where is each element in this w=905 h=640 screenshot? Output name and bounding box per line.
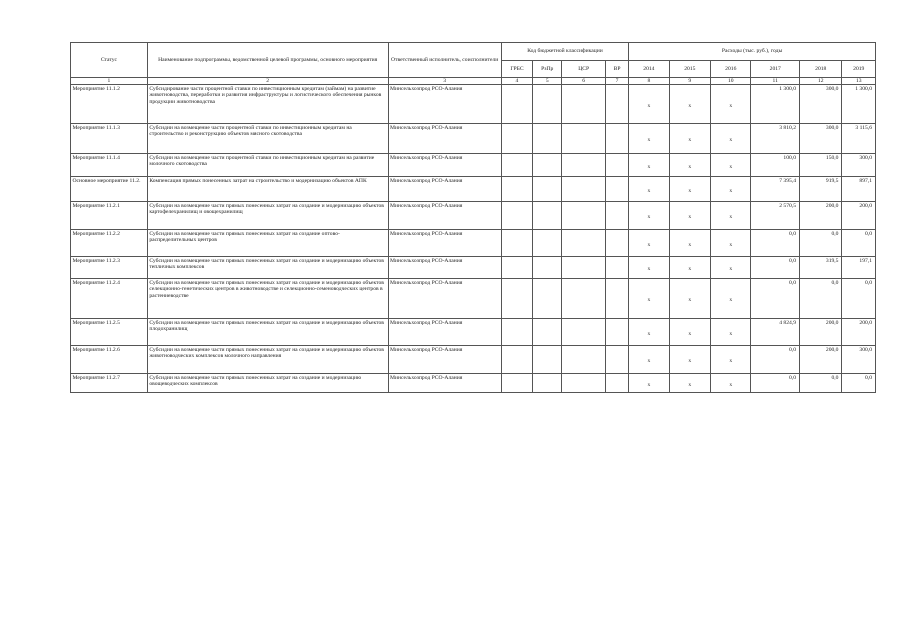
table-cell-2015: х [669,374,710,393]
status-header: Статус [71,43,148,78]
table-cell-2019: 300,0 [842,154,876,177]
table-cell-2016: х [711,346,751,374]
table-cell-name: Субсидии на возмещение части прямых понесенных затрат на создание и модернизацию объектов картофелехранилищ и овощехранилищ [147,202,388,230]
column-number: 11 [751,78,800,85]
table-cell-grbs [501,124,532,154]
table-cell-vr [605,257,628,279]
table-cell-vr [605,154,628,177]
table-cell-2014: х [629,85,669,124]
table-cell-executor: Минсельхозпрод РСО-Алания [388,319,501,346]
table-cell-2015: х [669,230,710,257]
table-cell-csr [562,346,605,374]
table-cell-2019: 0,0 [842,230,876,257]
table-cell-2019: 300,0 [842,346,876,374]
table-cell-grbs [501,374,532,393]
table-cell-2018: 0,0 [800,279,842,319]
table-cell-2015: х [669,257,710,279]
table-cell-status: Мероприятие 11.1.3 [71,124,148,154]
table-cell-grbs [501,230,532,257]
table-cell-2017: 0,0 [751,230,800,257]
table-cell-rzpr [533,279,562,319]
table-cell-executor: Минсельхозпрод РСО-Алания [388,154,501,177]
table-cell-vr [605,374,628,393]
table-cell-2018: 300,0 [800,124,842,154]
table-row [71,154,876,177]
table-cell-rzpr [533,124,562,154]
column-number: 2 [147,78,388,85]
table-row [71,374,876,393]
table-cell-executor: Минсельхозпрод РСО-Алания [388,124,501,154]
table-cell-executor: Минсельхозпрод РСО-Алания [388,257,501,279]
table-cell-status: Мероприятие 11.2.7 [71,374,148,393]
table-cell-2014: х [629,230,669,257]
table-cell-2015: х [669,346,710,374]
table-cell-csr [562,177,605,202]
column-number: 9 [669,78,710,85]
table-cell-2018: 200,0 [800,319,842,346]
table-cell-2016: х [711,230,751,257]
table-cell-executor: Минсельхозпрод РСО-Алания [388,85,501,124]
column-number: 6 [562,78,605,85]
table-cell-csr [562,230,605,257]
table-cell-status: Мероприятие 11.2.3 [71,257,148,279]
column-number: 5 [533,78,562,85]
table-cell-name: Субсидирование части процентной ставки по инвестиционным кредитам (займам) на развитие животноводства, переработки и развития инфраструктуры и логистического обеспечения рынков продукции животноводства [147,85,388,124]
column-number: 12 [800,78,842,85]
table-cell-name: Субсидии на возмещение части прямых понесенных затрат на создание и модернизацию объектов плодохранилищ [147,319,388,346]
table-cell-2018: 200,0 [800,346,842,374]
table-cell-grbs [501,319,532,346]
budget-table-sheet [70,42,876,393]
table-cell-2014: х [629,257,669,279]
table-cell-vr [605,230,628,257]
table-cell-csr [562,202,605,230]
table-cell-vr [605,124,628,154]
table-cell-name: Субсидии на возмещение части прямых понесенных затрат на создание и модернизацию овощеводческих комплексов [147,374,388,393]
table-cell-2016: х [711,202,751,230]
table-cell-status: Мероприятие 11.2.1 [71,202,148,230]
table-cell-vr [605,202,628,230]
table-cell-csr [562,319,605,346]
column-number: 1 [71,78,148,85]
year-header-2017: 2017 [751,61,800,78]
code-header-grbs: ГРБС [501,61,532,78]
table-cell-2017: 0,0 [751,346,800,374]
column-number: 8 [629,78,669,85]
table-cell-rzpr [533,230,562,257]
table-cell-rzpr [533,257,562,279]
table-cell-2014: х [629,154,669,177]
table-cell-2014: х [629,177,669,202]
table-cell-2018: 200,0 [800,202,842,230]
table-cell-2018: 0,0 [800,230,842,257]
table-cell-name: Субсидии на возмещение части прямых понесенных затрат на создание и модернизацию объектов тепличных комплексов [147,257,388,279]
table-cell-csr [562,257,605,279]
table-cell-2014: х [629,202,669,230]
year-header-2014: 2014 [629,61,669,78]
table-cell-grbs [501,177,532,202]
table-cell-rzpr [533,202,562,230]
table-cell-2017: 3 810,2 [751,124,800,154]
table-row [71,346,876,374]
table-cell-status: Мероприятие 11.2.2 [71,230,148,257]
column-number: 7 [605,78,628,85]
table-cell-rzpr [533,154,562,177]
table-cell-2016: х [711,154,751,177]
code-header-csr: ЦСР [562,61,605,78]
table-cell-rzpr [533,85,562,124]
table-cell-csr [562,374,605,393]
table-cell-grbs [501,202,532,230]
table-cell-name: Субсидии на возмещение части прямых понесенных затрат на создание и модернизацию объектов животноводческих комплексов молочного направления [147,346,388,374]
table-cell-2016: х [711,124,751,154]
column-number: 10 [711,78,751,85]
table-cell-name: Субсидии на возмещение части процентной ставки по инвестиционным кредитам на строительство и реконструкцию объектов мясного скотоводства [147,124,388,154]
column-number: 3 [388,78,501,85]
table-cell-2016: х [711,374,751,393]
table-row [71,202,876,230]
budget-table [70,42,876,393]
table-cell-csr [562,124,605,154]
table-cell-csr [562,85,605,124]
table-cell-2019: 197,1 [842,257,876,279]
table-cell-2017: 0,0 [751,279,800,319]
table-cell-executor: Минсельхозпрод РСО-Алания [388,230,501,257]
table-cell-executor: Минсельхозпрод РСО-Алания [388,279,501,319]
table-cell-2018: 319,5 [800,257,842,279]
table-cell-2019: 200,0 [842,319,876,346]
table-cell-name: Субсидии на возмещение части процентной ставки по инвестиционным кредитам на развитие молочного скотоводства [147,154,388,177]
table-row [71,124,876,154]
table-cell-grbs [501,257,532,279]
table-cell-status: Мероприятие 11.1.4 [71,154,148,177]
year-header-2016: 2016 [711,61,751,78]
table-cell-2015: х [669,177,710,202]
table-cell-2014: х [629,374,669,393]
table-cell-vr [605,346,628,374]
table-cell-rzpr [533,319,562,346]
table-cell-2014: х [629,279,669,319]
table-cell-name: Субсидии на возмещение части прямых понесенных затрат на создание и модернизацию объектов селекционно-генетических центров в животноводстве и селекционно-семеноводческих центров в растениеводстве [147,279,388,319]
table-cell-2016: х [711,85,751,124]
table-cell-2017: 4 824,9 [751,319,800,346]
year-header-2018: 2018 [800,61,842,78]
table-cell-2016: х [711,319,751,346]
table-cell-status: Основное мероприятие 11.2. [71,177,148,202]
table-row [71,257,876,279]
table-cell-2017: 2 570,5 [751,202,800,230]
column-number-row [71,78,876,85]
table-cell-2017: 100,0 [751,154,800,177]
table-cell-2018: 300,0 [800,85,842,124]
table-cell-2019: 200,0 [842,202,876,230]
table-cell-2019: 1 300,0 [842,85,876,124]
table-cell-csr [562,154,605,177]
table-cell-2018: 150,0 [800,154,842,177]
table-cell-rzpr [533,177,562,202]
table-cell-2017: 1 300,0 [751,85,800,124]
table-row [71,230,876,257]
table-cell-vr [605,279,628,319]
table-cell-2019: 897,1 [842,177,876,202]
table-cell-status: Мероприятие 11.2.6 [71,346,148,374]
table-cell-executor: Минсельхозпрод РСО-Алания [388,202,501,230]
name-header: Наименование подпрограммы, ведомственной целевой программы, основного мероприятия [147,43,388,78]
table-cell-2014: х [629,124,669,154]
table-cell-2015: х [669,85,710,124]
table-cell-2018: 919,5 [800,177,842,202]
table-cell-vr [605,177,628,202]
table-cell-2019: 0,0 [842,374,876,393]
table-cell-executor: Минсельхозпрод РСО-Алания [388,177,501,202]
table-cell-vr [605,85,628,124]
table-cell-2017: 7 395,4 [751,177,800,202]
table-cell-grbs [501,85,532,124]
table-cell-2014: х [629,319,669,346]
table-cell-vr [605,319,628,346]
column-number: 13 [842,78,876,85]
table-cell-2016: х [711,279,751,319]
table-cell-2019: 3 115,6 [842,124,876,154]
table-cell-rzpr [533,346,562,374]
table-cell-name: Компенсация прямых понесенных затрат на строительство и модернизацию объектов АПК [147,177,388,202]
table-cell-status: Мероприятие 11.1.2 [71,85,148,124]
table-cell-csr [562,279,605,319]
table-cell-status: Мероприятие 11.2.5 [71,319,148,346]
table-cell-2016: х [711,177,751,202]
code-header-vr: ВР [605,61,628,78]
table-cell-2015: х [669,154,710,177]
table-cell-rzpr [533,374,562,393]
table-cell-grbs [501,154,532,177]
table-cell-2015: х [669,279,710,319]
table-cell-2014: х [629,346,669,374]
table-cell-2016: х [711,257,751,279]
table-cell-executor: Минсельхозпрод РСО-Алания [388,346,501,374]
code-header-rzpr: РзПр [533,61,562,78]
table-cell-2015: х [669,202,710,230]
table-cell-name: Субсидии на возмещение части прямых понесенных затрат на создание оптово-распределительных центров [147,230,388,257]
table-row [71,319,876,346]
table-body [71,78,876,393]
table-cell-2019: 0,0 [842,279,876,319]
table-cell-status: Мероприятие 11.2.4 [71,279,148,319]
table-row [71,85,876,124]
executor-header: Ответственный исполнитель, соисполнители [388,43,501,78]
year-header-2015: 2015 [669,61,710,78]
table-cell-grbs [501,279,532,319]
table-cell-executor: Минсельхозпрод РСО-Алания [388,374,501,393]
expenses-header: Расходы (тыс. руб.), годы [629,43,876,61]
column-number: 4 [501,78,532,85]
table-cell-2018: 0,0 [800,374,842,393]
table-row [71,279,876,319]
table-cell-grbs [501,346,532,374]
table-row [71,177,876,202]
year-header-2019: 2019 [842,61,876,78]
table-cell-2015: х [669,319,710,346]
table-cell-2017: 0,0 [751,374,800,393]
budget-code-header: Код бюджетной классификации [501,43,628,61]
table-cell-2017: 0,0 [751,257,800,279]
table-cell-2015: х [669,124,710,154]
